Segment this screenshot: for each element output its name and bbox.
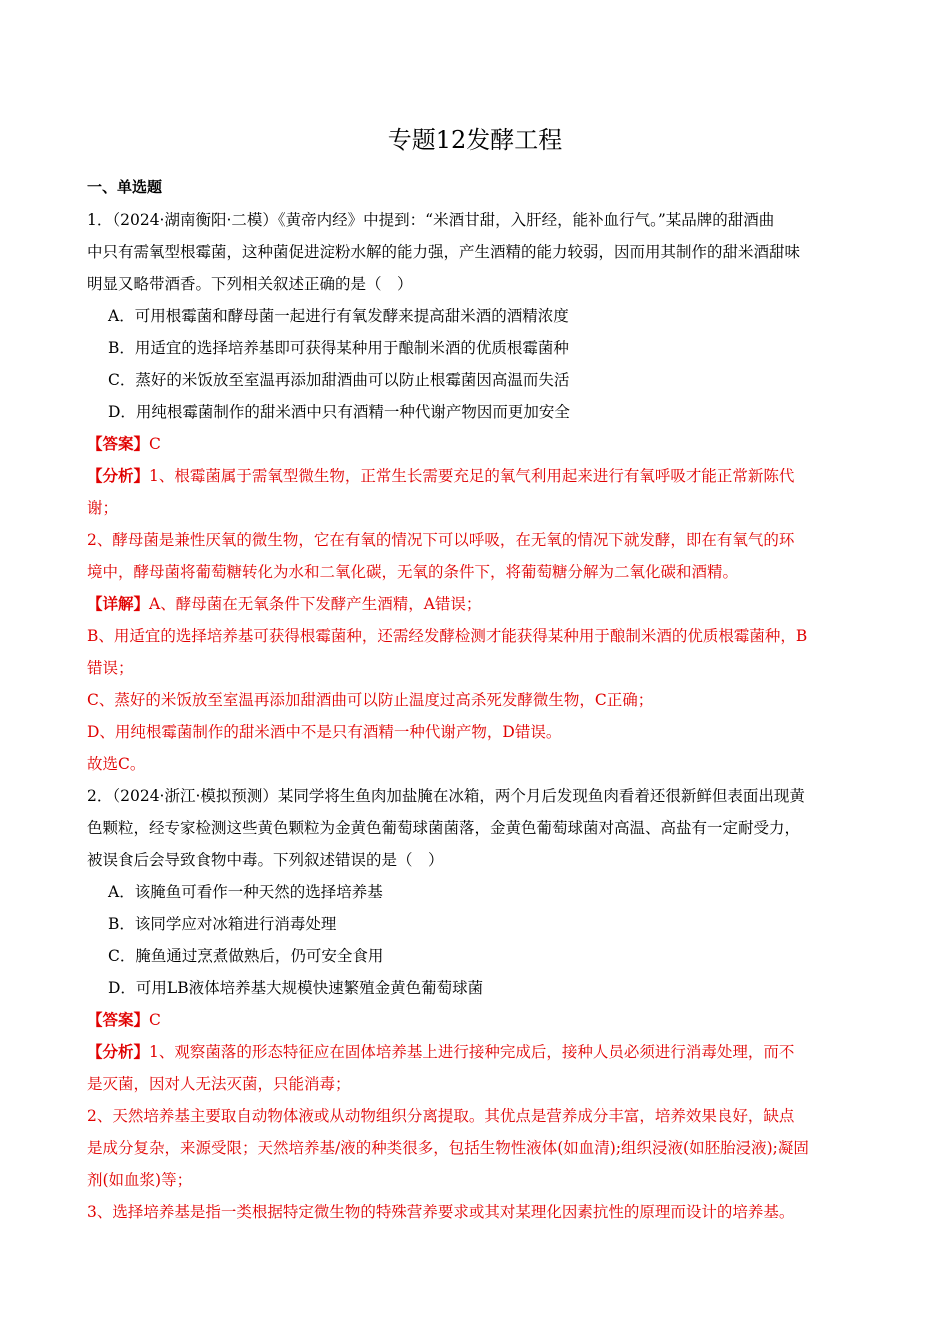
- question-1-answer: [87, 428, 865, 460]
- question-1-detail-line: B、用适宜的选择培养基可获得根霉菌种，还需经发酵检测才能获得某种用于酿制米酒的优质根霉菌种，B: [87, 627, 808, 645]
- question-1-option-d: D．用纯根霉菌制作的甜米酒中只有酒精一种代谢产物因而更加安全: [108, 403, 570, 421]
- question-1-line: 中只有需氧型根霉菌，这种菌促进淀粉水解的能力强，产生酒精的能力较弱，因而用其制作的甜米酒甜味: [87, 243, 801, 261]
- question-2-line: 色颗粒，经专家检测这些黄色颗粒为金黄色葡萄球菌菌落，金黄色葡萄球菌对高温、高盐有一定耐受力，: [87, 819, 801, 837]
- detail-tag: 【详解】: [87, 594, 150, 613]
- answer-value: C: [149, 1011, 161, 1029]
- question-2-option-a: A．该腌鱼可看作一种天然的选择培养基: [108, 883, 383, 901]
- question-2-analysis-line: 是成分复杂，来源受限；天然培养基/液的种类很多，包括生物性液体(如血清);组织浸液(如胚胎浸液);凝固: [87, 1139, 809, 1157]
- analysis-text: 1、观察菌落的形态特征应在固体培养基上进行接种完成后，接种人员必须进行消毒处理，而不: [149, 1043, 795, 1061]
- question-2-analysis-line: 3、选择培养基是指一类根据特定微生物的特殊营养要求或其对某理化因素抗性的原理而设计的培养基。: [87, 1203, 795, 1221]
- analysis-text: 1、根霉菌属于需氧型微生物，正常生长需要充足的氧气利用起来进行有氧呼吸才能正常新陈代: [149, 467, 795, 485]
- question-1-analysis-line: 境中，酵母菌将葡萄糖转化为水和二氧化碳，无氧的条件下，将葡萄糖分解为二氧化碳和酒精。: [87, 563, 739, 581]
- question-2-answer: [87, 1004, 865, 1036]
- question-2-line: 被误食后会导致食物中毒。下列叙述错误的是（ ）: [87, 851, 444, 869]
- question-2-line: 2．（2024·浙江·模拟预测）某同学将生鱼肉加盐腌在冰箱，两个月后发现鱼肉看着还很新鲜但表面出现黄: [87, 787, 805, 805]
- question-2-option-b: B．该同学应对冰箱进行消毒处理: [108, 915, 337, 933]
- question-1-line: 1．（2024·湖南衡阳·二模）《黄帝内经》中提到：“米酒甘甜，入肝经，能补血行气。”某品牌的甜酒曲: [87, 211, 775, 229]
- question-1-detail-line: C、蒸好的米饭放至室温再添加甜酒曲可以防止温度过高杀死发酵微生物，C正确；: [87, 691, 654, 709]
- question-1-analysis-line: [87, 460, 865, 492]
- question-1-detail-line: D、用纯根霉菌制作的甜米酒中不是只有酒精一种代谢产物，D错误。: [87, 723, 562, 741]
- question-1-detail-line: 错误；: [87, 659, 134, 677]
- answer-tag: 【答案】: [87, 434, 150, 453]
- answer-value: C: [149, 435, 161, 453]
- question-1-line: 明显又略带酒香。下列相关叙述正确的是（ ）: [87, 275, 413, 293]
- question-1-analysis-line: 2、酵母菌是兼性厌氧的微生物，它在有氧的情况下可以呼吸，在无氧的情况下就发酵，即在有氧气的环: [87, 531, 795, 549]
- question-2-analysis-line: [87, 1036, 865, 1068]
- question-1-option-b: B．用适宜的选择培养基即可获得某种用于酿制米酒的优质根霉菌种: [108, 339, 569, 357]
- question-1-analysis-line: 谢；: [87, 499, 119, 517]
- section-heading: 一、单选题: [87, 178, 163, 196]
- question-2-option-c: C．腌鱼通过烹煮做熟后，仍可安全食用: [108, 947, 384, 965]
- analysis-tag: 【分析】: [87, 1042, 150, 1061]
- question-1-option-c: C．蒸好的米饭放至室温再添加甜酒曲可以防止根霉菌因高温而失活: [108, 371, 570, 389]
- question-1-detail-line: [87, 588, 865, 620]
- question-2-option-d: D．可用LB液体培养基大规模快速繁殖金黄色葡萄球菌: [108, 979, 484, 997]
- question-2-analysis-line: 2、天然培养基主要取自动物体液或从动物组织分离提取。其优点是营养成分丰富，培养效果良好，缺点: [87, 1107, 795, 1125]
- answer-tag: 【答案】: [87, 1010, 150, 1029]
- page-title: 专题12发酵工程: [387, 126, 563, 154]
- analysis-tag: 【分析】: [87, 466, 150, 485]
- question-1-option-a: A．可用根霉菌和酵母菌一起进行有氧发酵来提高甜米酒的酒精浓度: [108, 307, 569, 325]
- question-1-conclusion: 故选C。: [87, 755, 146, 773]
- question-2-analysis-line: 是灭菌，因对人无法灭菌，只能消毒；: [87, 1075, 351, 1093]
- detail-text: A、酵母菌在无氧条件下发酵产生酒精，A错误；: [149, 595, 482, 613]
- question-2-analysis-line: 剂(如血浆)等；: [87, 1171, 193, 1189]
